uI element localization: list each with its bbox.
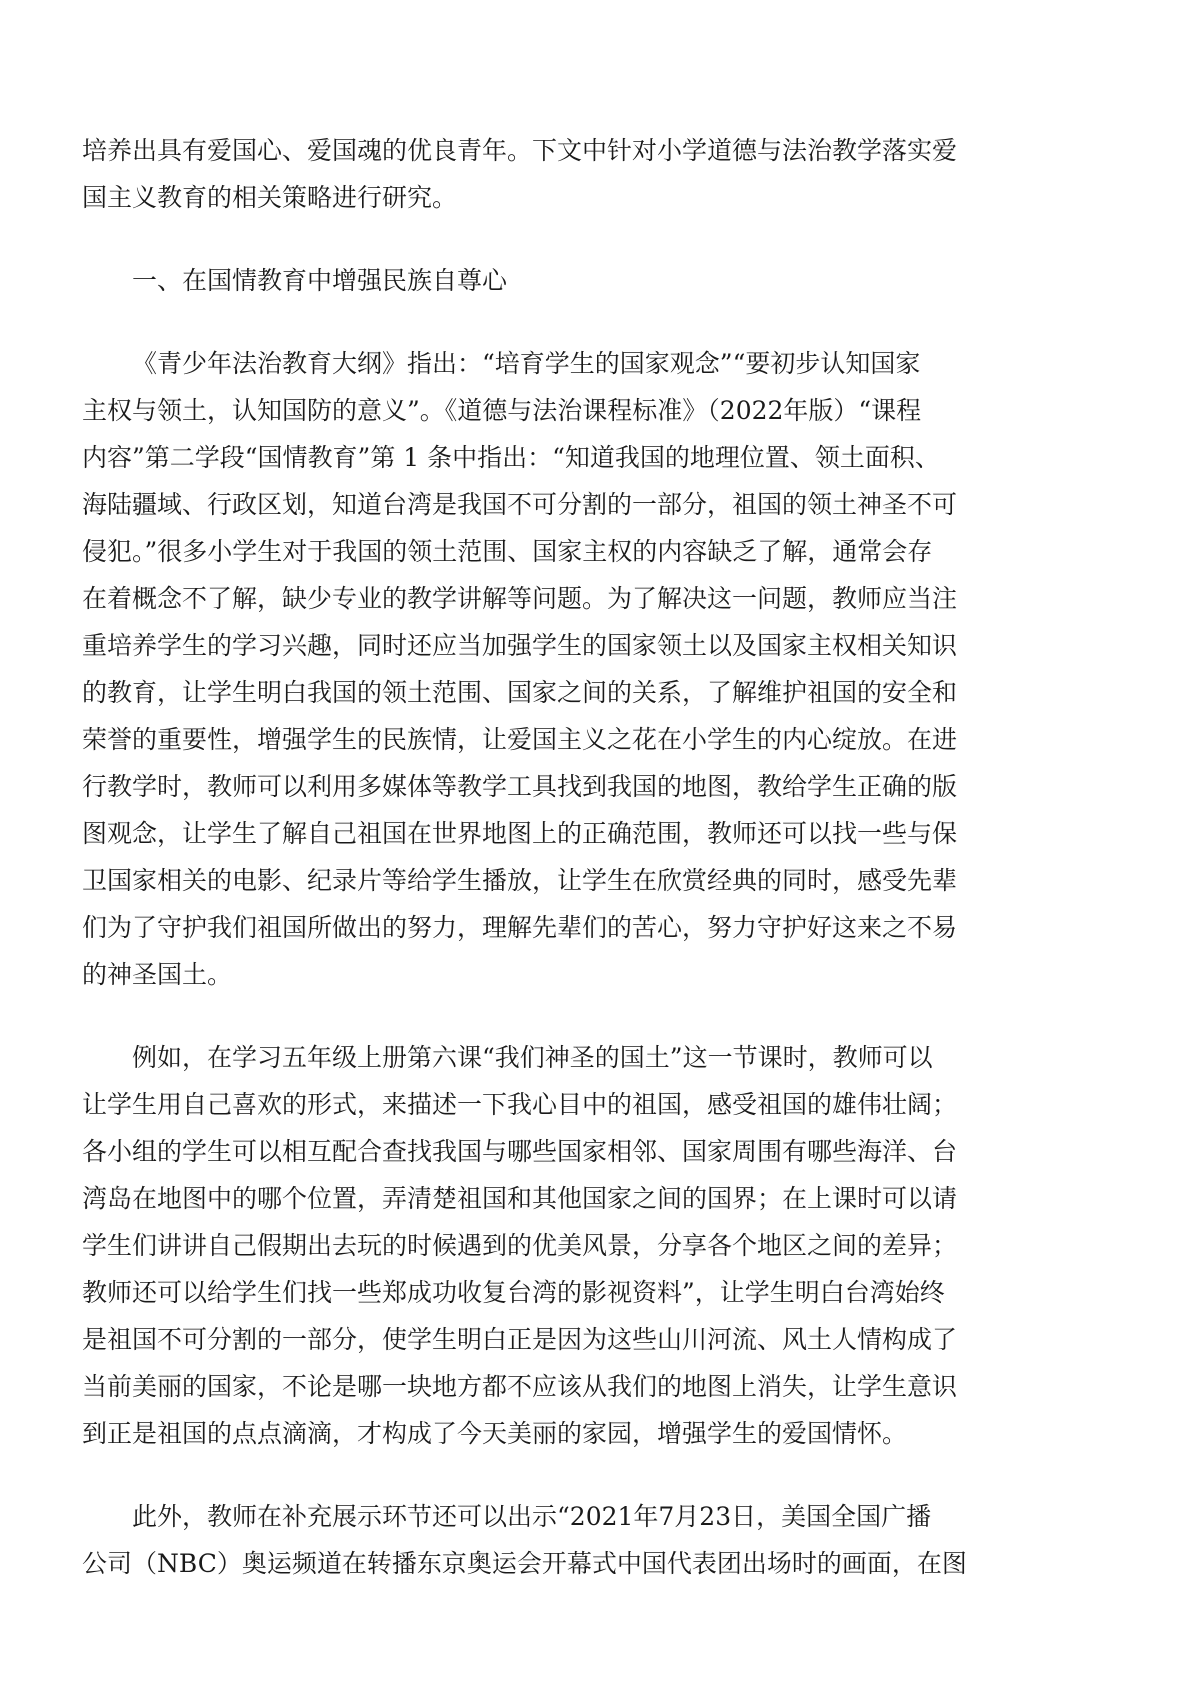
paragraph-intro-continuation [82, 127, 1042, 221]
paragraph-additional [82, 1493, 1042, 1587]
text-line: 湾岛在地图中的哪个位置，弄清楚祖国和其他国家之间的国界；在上课时可以请 [82, 1184, 958, 1213]
text-line: 海陆疆域、行政区划，知道台湾是我国不可分割的一部分，祖国的领土神圣不可 [82, 490, 958, 519]
text-line: 《青少年法治教育大纲》指出：“培育学生的国家观念”“要初步认知国家 [132, 349, 921, 378]
text-line: 此外，教师在补充展示环节还可以出示“2021年7月23日，美国全国广播 [132, 1502, 932, 1531]
text-line: 行教学时，教师可以利用多媒体等教学工具找到我国的地图，教给学生正确的版 [82, 772, 958, 801]
text-line: 是祖国不可分割的一部分，使学生明白正是因为这些山川河流、风土人情构成了 [82, 1325, 958, 1354]
text-line: 让学生用自己喜欢的形式，来描述一下我心目中的祖国，感受祖国的雄伟壮阔； [82, 1090, 958, 1119]
text-line: 重培养学生的学习兴趣，同时还应当加强学生的国家领土以及国家主权相关知识 [82, 631, 958, 660]
document-page [82, 127, 1042, 1623]
text-line: 各小组的学生可以相互配合查找我国与哪些国家相邻、国家周围有哪些海洋、台 [82, 1137, 958, 1166]
text-line: 教师还可以给学生们找一些郑成功收复台湾的影视资料”，让学生明白台湾始终 [82, 1278, 945, 1307]
section-heading-text: 一、在国情教育中增强民族自尊心 [132, 266, 508, 295]
text-line: 的神圣国土。 [82, 960, 233, 989]
text-line: 到正是祖国的点点滴滴，才构成了今天美丽的家园，增强学生的爱国情怀。 [82, 1419, 908, 1448]
text-line: 侵犯。”很多小学生对于我国的领土范围、国家主权的内容缺乏了解，通常会存 [82, 537, 933, 566]
text-line: 荣誉的重要性，增强学生的民族情，让爱国主义之花在小学生的内心绽放。在进 [82, 725, 958, 754]
text-line: 例如，在学习五年级上册第六课“我们神圣的国土”这一节课时，教师可以 [132, 1043, 933, 1072]
text-line: 们为了守护我们祖国所做出的努力，理解先辈们的苦心，努力守护好这来之不易 [82, 913, 958, 942]
text-line: 图观念，让学生了解自己祖国在世界地图上的正确范围，教师还可以找一些与保 [82, 819, 958, 848]
text-line: 的教育，让学生明白我国的领土范围、国家之间的关系，了解维护祖国的安全和 [82, 678, 958, 707]
paragraph-national-education [82, 340, 1042, 998]
text-line: 卫国家相关的电影、纪录片等给学生播放，让学生在欣赏经典的同时，感受先辈 [82, 866, 958, 895]
text-line: 国主义教育的相关策略进行研究。 [82, 183, 458, 212]
paragraph-example [82, 1034, 1042, 1457]
text-line: 培养出具有爱国心、爱国魂的优良青年。下文中针对小学道德与法治教学落实爱 [82, 136, 958, 165]
text-line: 在着概念不了解，缺少专业的教学讲解等问题。为了解决这一问题，教师应当注 [82, 584, 958, 613]
text-line: 内容”第二学段“国情教育”第 1 条中指出：“知道我国的地理位置、领土面积、 [82, 443, 940, 472]
section-heading [82, 257, 1042, 304]
text-line: 当前美丽的国家，不论是哪一块地方都不应该从我们的地图上消失，让学生意识 [82, 1372, 958, 1401]
text-line: 学生们讲讲自己假期出去玩的时候遇到的优美风景，分享各个地区之间的差异； [82, 1231, 958, 1260]
text-line: 公司（NBC）奥运频道在转播东京奥运会开幕式中国代表团出场时的画面，在图 [82, 1549, 967, 1578]
text-line: 主权与领土，认知国防的意义”。《道德与法治课程标准》（2022年版）“课程 [82, 396, 922, 425]
